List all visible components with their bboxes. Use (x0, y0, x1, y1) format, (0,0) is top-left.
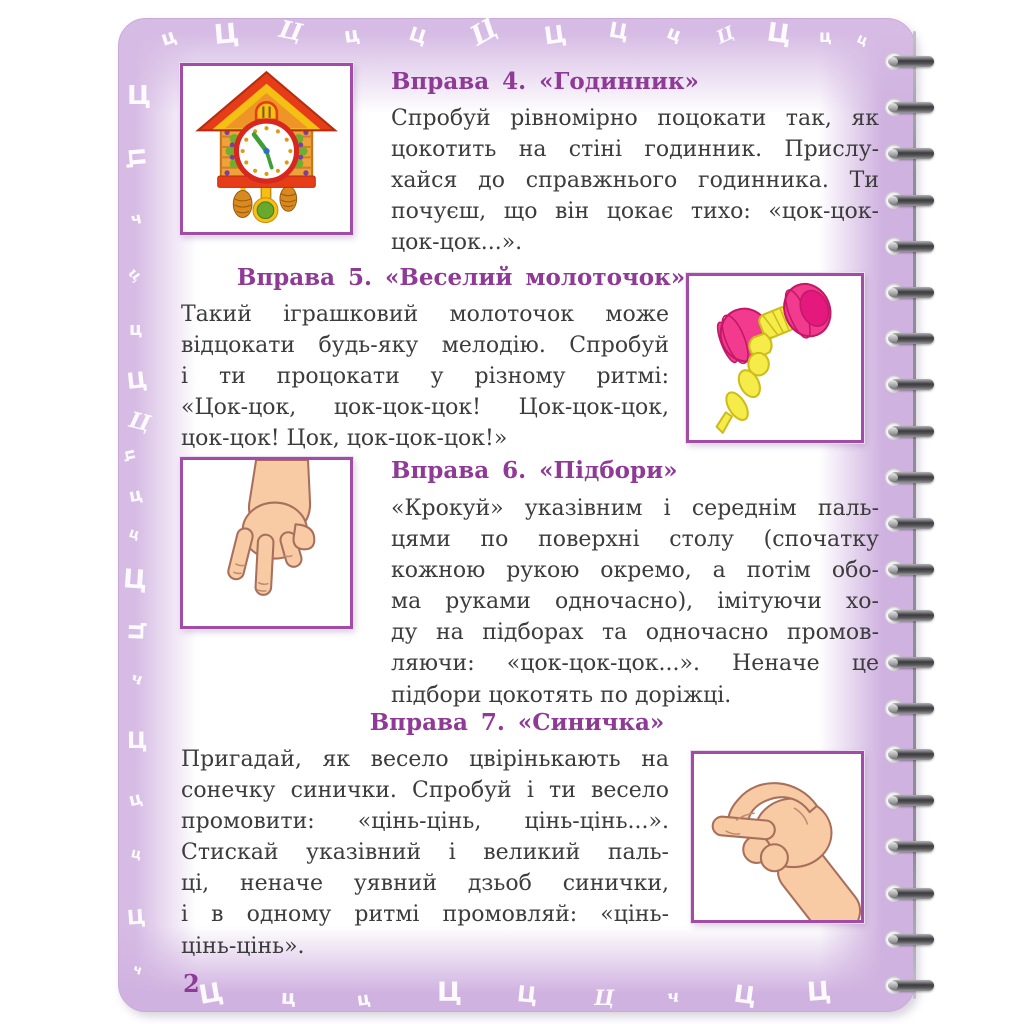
body-text-line: ці, неначе уявний дзьоб синички, (181, 871, 669, 897)
body-text-line: цінь-цінь». (181, 933, 305, 959)
spiral-binding-ring (874, 373, 934, 395)
walking-fingers-image (180, 457, 353, 629)
body-text-line: кожною рукою окремо, а потім обо- (391, 558, 879, 584)
spiral-binding-ring (874, 466, 934, 488)
body-text-line: промовити: «цінь-цінь, цінь-цінь...». (181, 809, 669, 835)
border-letter-decoration: Ц (732, 979, 759, 1011)
exercise7-body (181, 744, 669, 962)
border-letter-decoration: Ц (122, 146, 150, 170)
spiral-binding-ring (874, 697, 934, 719)
body-text-line: цок-цок! Цок, цок-цок-цок!» (181, 426, 508, 452)
body-text-line: підбори цокотять по доріжці. (391, 682, 732, 708)
spiral-binding-ring (874, 235, 934, 257)
border-letter-decoration: Ц (594, 985, 615, 1010)
border-letter-decoration: Ц (126, 904, 147, 930)
border-letter-decoration: Ц (196, 977, 226, 1011)
exercise5-body (181, 299, 669, 454)
border-letter-decoration: ц (129, 319, 143, 340)
border-letter-decoration: Ц (437, 977, 463, 1008)
border-letter-decoration: ч (131, 962, 144, 979)
border-letter-decoration: Ц (127, 81, 152, 111)
border-letter-decoration: Ц (126, 406, 154, 438)
border-letter-decoration: ц (819, 27, 832, 47)
spiral-binding-ring (874, 928, 934, 950)
exercise5-heading: Вправа 5. «Веселий молоточок» (236, 264, 686, 291)
spiral-binding-ring (874, 651, 934, 673)
body-text-line: і ти процокати у різному ритмі: (181, 364, 669, 390)
body-text-line: Спробуй рівномірно поцокати так, як (391, 106, 879, 131)
binding-wire-highlight (888, 242, 898, 251)
border-letter-decoration: Ц (805, 976, 833, 1008)
border-letter-decoration: ц (280, 984, 297, 1010)
body-text-line: цокотить на стіні годинник. Прислу- (391, 137, 879, 163)
body-text-line: Такий іграшковий молоточок може (181, 302, 669, 327)
binding-wire-highlight (888, 935, 898, 944)
spiral-binding-ring (874, 743, 934, 765)
border-letter-decoration: Ц (406, 22, 430, 50)
binding-wire-highlight (888, 288, 898, 297)
border-letter-decoration: Ц (125, 368, 149, 396)
pinching-fingers-illustration (694, 754, 861, 920)
binding-wire-highlight (888, 750, 898, 759)
binding-wire-highlight (888, 196, 898, 205)
body-text-line: відцокати будь-яку мелодію. Спробуй (181, 333, 669, 359)
border-letter-decoration: ц (157, 23, 180, 51)
border-letter-decoration: ч (129, 208, 144, 229)
border-letter-decoration: ц (854, 30, 871, 50)
binding-wire-highlight (888, 519, 898, 528)
spiral-binding-ring (874, 835, 934, 857)
body-text-line: цок-цок...». (391, 230, 523, 256)
spiral-binding-ring (874, 512, 934, 534)
body-text-line: хайся до справжнього годинника. Ти (391, 168, 879, 194)
border-letter-decoration: ц (129, 845, 143, 863)
border-letter-decoration: ц (127, 484, 144, 508)
binding-wire-highlight (888, 981, 898, 990)
border-letter-decoration: Ц (212, 17, 241, 52)
exercise7-heading: Вправа 7. «Синичка» (369, 709, 665, 736)
body-text-line: ляючи: «цок-цок-цок...». Неначе це (391, 651, 879, 677)
spiral-binding-ring (874, 974, 934, 996)
spiral-binding-ring (874, 882, 934, 904)
body-text-line: сонечку синички. Спробуй і ти весело (181, 778, 669, 804)
body-text-line: «Цок-цок, цок-цок-цок! Цок-цок-цок, (181, 395, 669, 421)
binding-wire-highlight (888, 473, 898, 482)
spiral-binding-ring (874, 50, 934, 72)
spiral-binding-ring (874, 96, 934, 118)
spiral-binding-ring (874, 189, 934, 211)
border-letter-decoration: ц (355, 988, 372, 1011)
border-letter-decoration: Ц (515, 982, 539, 1010)
border-letter-decoration: ц (126, 524, 142, 544)
binding-wire-highlight (888, 427, 898, 436)
border-letter-decoration: ц (126, 787, 145, 812)
spiral-binding-ring (874, 604, 934, 626)
body-text-line: цями по поверхні столу (спочатку (391, 527, 879, 553)
border-letter-decoration: ц (120, 447, 142, 463)
spiral-binding-ring (874, 789, 934, 811)
border-letter-decoration: Ц (123, 621, 149, 641)
spiral-binding-ring (874, 420, 934, 442)
exercise6-body (391, 493, 879, 711)
border-letter-decoration: Ц (713, 22, 738, 49)
border-letter-decoration: ц (124, 263, 146, 285)
pinching-fingers-image (691, 751, 864, 923)
cuckoo-clock-illustration (183, 66, 350, 232)
border-letter-decoration: ч (129, 668, 145, 689)
exercise4-body (391, 103, 879, 258)
border-letter-decoration: Ц (464, 12, 504, 53)
exercise6-heading: Вправа 6. «Підбори» (391, 457, 678, 484)
toy-hammer-image (686, 273, 864, 443)
border-letter-decoration: Ц (542, 19, 569, 51)
toy-hammer-illustration (689, 276, 861, 440)
notebook-page (118, 12, 915, 1012)
cuckoo-clock-image (180, 63, 353, 235)
body-text-line: і в одному ритмі промовляй: «цінь- (181, 902, 669, 928)
binding-wire-highlight (888, 658, 898, 667)
body-text-line: почуєш, що він цокає тихо: «цок-цок- (391, 199, 879, 225)
spiral-binding-ring (874, 142, 934, 164)
border-letter-decoration: ц (663, 21, 685, 47)
border-letter-decoration: Ц (127, 729, 148, 754)
border-letter-decoration: Ц (121, 564, 149, 596)
walking-fingers-illustration (183, 460, 350, 626)
border-letter-decoration: Ц (765, 17, 794, 51)
binding-wire-highlight (888, 704, 898, 713)
body-text-line: Стискай указівний і великий паль- (181, 840, 669, 866)
border-letter-decoration: ц (342, 22, 362, 48)
body-text-line: ма руками одночасно), імітуючи хо- (391, 589, 879, 615)
binding-wire-highlight (888, 57, 898, 66)
body-text-line: Пригадай, як весело цвірінькають на (181, 747, 669, 772)
body-text-line: «Крокуй» указівним і середнім паль- (391, 496, 879, 521)
spiral-binding-ring (874, 327, 934, 349)
border-letter-decoration: Ц (276, 13, 306, 48)
body-text-line: ду на підборах та одночасно промов- (391, 620, 879, 646)
page-number: 2 (183, 969, 200, 998)
binding-wire-highlight (888, 889, 898, 898)
spiral-binding-ring (874, 558, 934, 580)
border-letter-decoration: ч (665, 986, 681, 1008)
spiral-binding-ring (874, 281, 934, 303)
exercise4-heading: Вправа 4. «Годинник» (391, 68, 699, 95)
border-letter-decoration: Ц (607, 17, 631, 45)
